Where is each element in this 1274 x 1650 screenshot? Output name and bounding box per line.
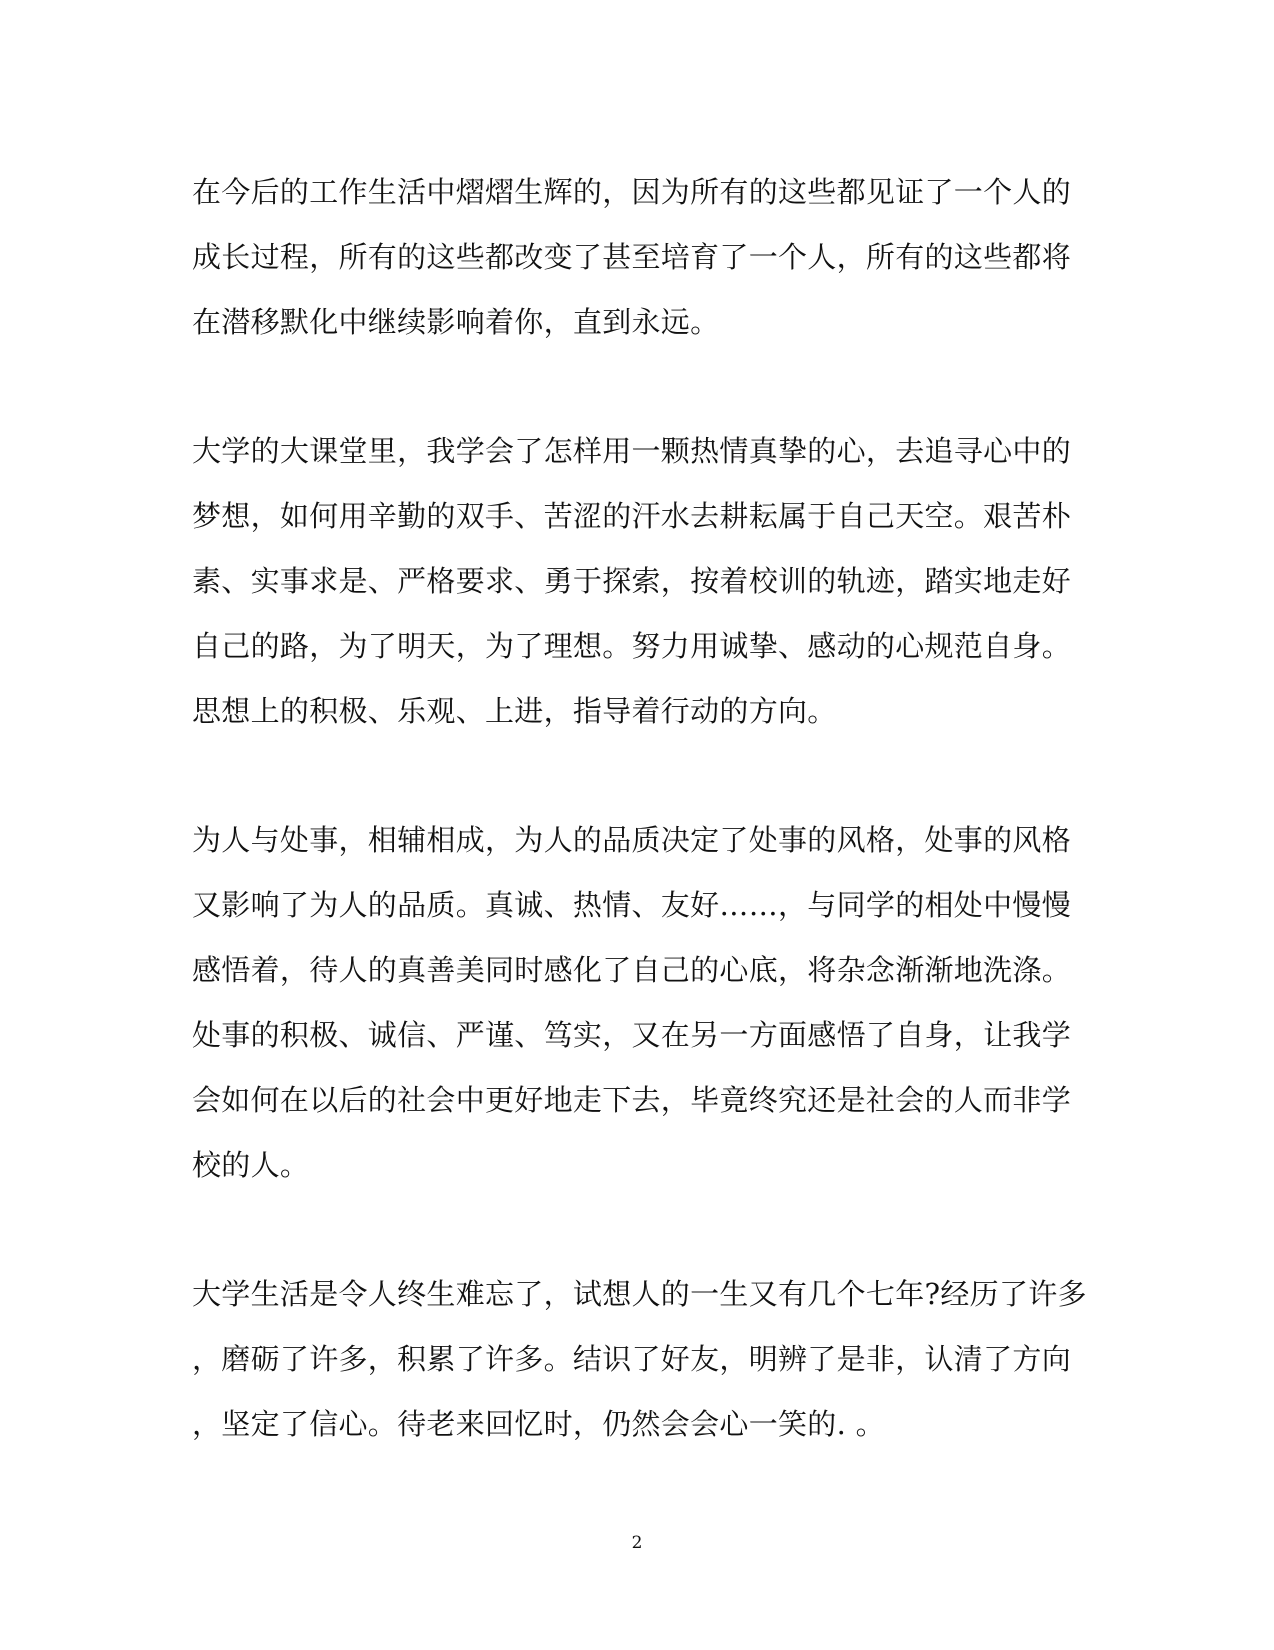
- text-line: 成长过程，所有的这些都改变了甚至培育了一个人，所有的这些都将: [192, 240, 1072, 274]
- page-number: 2: [631, 1533, 643, 1553]
- paragraph-4: [192, 1262, 1092, 1457]
- text-line: 在潜移默化中继续影响着你，直到永远。: [192, 305, 720, 339]
- text-line: 大学生活是令人终生难忘了，试想人的一生又有几个七年?经历了许多: [192, 1277, 1087, 1311]
- text-line: 会如何在以后的社会中更好地走下去，毕竟终究还是社会的人而非学: [192, 1083, 1072, 1117]
- text-line: ，坚定了信心。待老来回忆时，仍然会会心一笑的. 。: [192, 1407, 885, 1441]
- text-line: 素、实事求是、严格要求、勇于探索，按着校训的轨迹，踏实地走好: [192, 564, 1072, 598]
- text-line: 处事的积极、诚信、严谨、笃实，又在另一方面感悟了自身，让我学: [192, 1018, 1072, 1052]
- paragraph-1: [192, 160, 1092, 355]
- text-line: 思想上的积极、乐观、上进，指导着行动的方向。: [192, 694, 837, 728]
- text-line: 大学的大课堂里，我学会了怎样用一颗热情真挚的心，去追寻心中的: [192, 434, 1072, 468]
- paragraph-2: [192, 419, 1092, 744]
- text-line: 感悟着，待人的真善美同时感化了自己的心底，将杂念渐渐地洗涤。: [192, 953, 1072, 987]
- text-line: ，磨砺了许多，积累了许多。结识了好友，明辨了是非，认清了方向: [192, 1342, 1072, 1376]
- paragraph-3: [192, 808, 1092, 1198]
- text-line: 梦想，如何用辛勤的双手、苦涩的汗水去耕耘属于自己天空。艰苦朴: [192, 499, 1072, 533]
- text-line: 又影响了为人的品质。真诚、热情、友好……，与同学的相处中慢慢: [192, 888, 1072, 922]
- text-line: 校的人。: [192, 1148, 310, 1182]
- text-line: 为人与处事，相辅相成，为人的品质决定了处事的风格，处事的风格: [192, 823, 1072, 857]
- text-line: 在今后的工作生活中熠熠生辉的，因为所有的这些都见证了一个人的: [192, 175, 1072, 209]
- text-line: 自己的路，为了明天，为了理想。努力用诚挚、感动的心规范自身。: [192, 629, 1072, 663]
- document-body: [192, 160, 1092, 1521]
